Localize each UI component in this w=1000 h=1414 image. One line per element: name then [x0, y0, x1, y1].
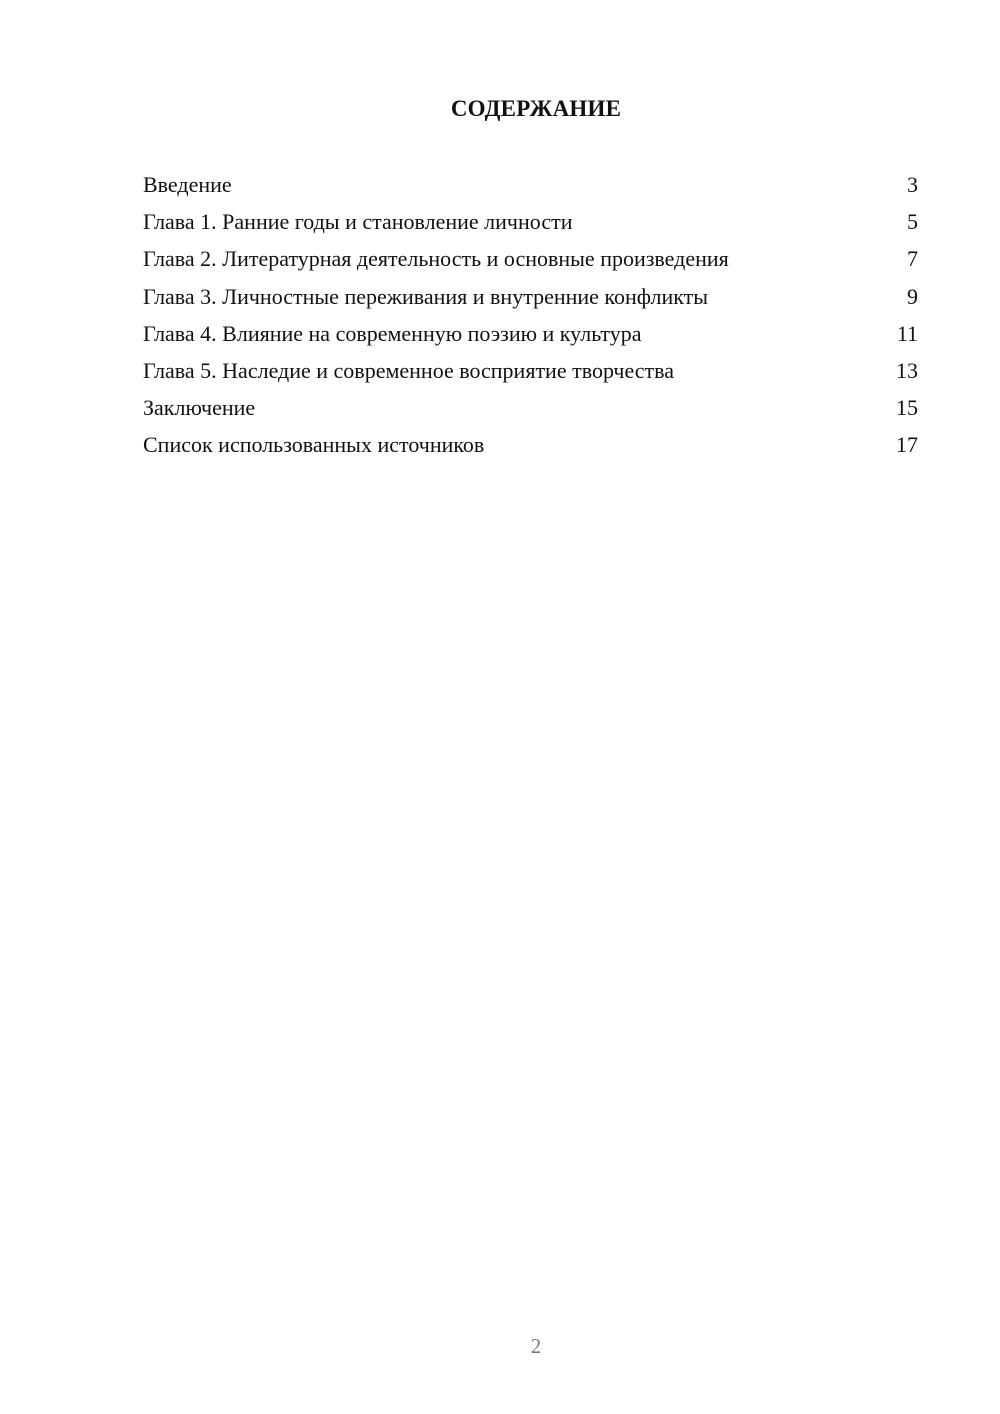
- toc-item-text: Глава 5. Наследие и современное восприятие творчества: [143, 357, 675, 383]
- toc-item-page: 3: [907, 172, 918, 197]
- toc-item-text: Заключение: [143, 395, 256, 421]
- toc-item[interactable]: [143, 166, 918, 203]
- toc-item[interactable]: [143, 352, 918, 389]
- toc-item-text: Глава 1. Ранние годы и становление личности: [143, 209, 573, 235]
- toc-item[interactable]: [143, 203, 918, 240]
- toc-item-page: 17: [896, 432, 918, 458]
- toc-item-page: 9: [907, 283, 918, 309]
- toc-item[interactable]: [143, 389, 918, 426]
- toc-item-text: Глава 2. Литературная деятельность и основные произведения: [143, 246, 729, 272]
- toc-item-page: 15: [896, 395, 918, 421]
- toc-item[interactable]: [143, 315, 918, 352]
- toc-item-page: 5: [907, 209, 918, 235]
- toc-item[interactable]: [143, 240, 918, 277]
- toc-item-page: 7: [907, 246, 918, 272]
- toc-item-page: 11: [896, 320, 918, 346]
- toc-item[interactable]: [143, 278, 918, 315]
- toc-item-text: Введение: [143, 172, 232, 197]
- toc-item-text: Глава 3. Личностные переживания и внутренние конфликты: [143, 283, 709, 309]
- toc-item[interactable]: [143, 426, 918, 463]
- toc-item-text: Список использованных источников: [143, 432, 485, 458]
- toc-item-page: 13: [896, 357, 918, 383]
- toc-item-text: Глава 4. Влияние на современную поэзию и культура: [143, 320, 642, 346]
- toc-title: СОДЕРЖАНИЕ: [450, 96, 622, 121]
- page-number: 2: [530, 1334, 542, 1358]
- toc-list: [143, 166, 918, 464]
